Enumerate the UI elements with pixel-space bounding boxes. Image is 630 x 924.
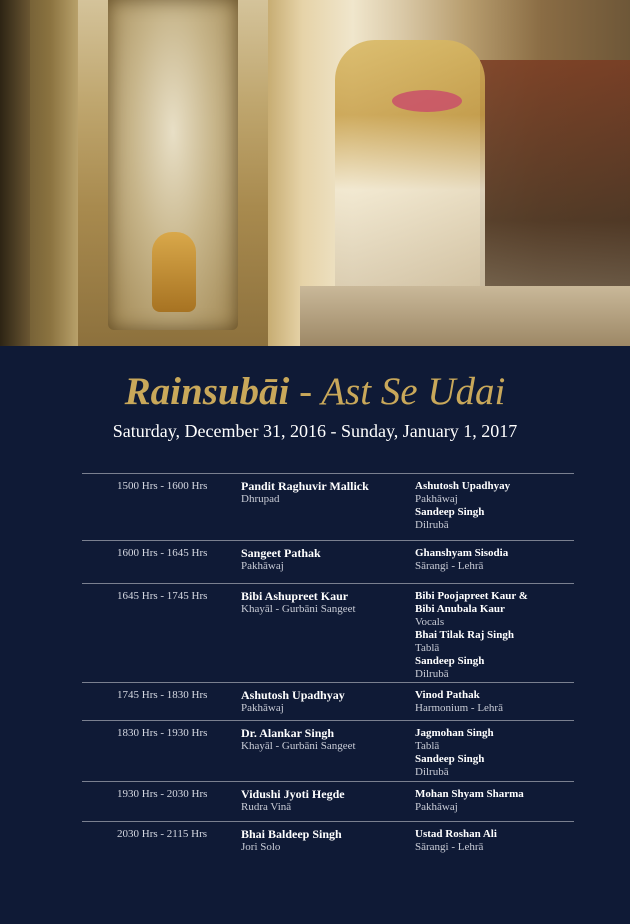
accompanist-role: Dilrubā [415,766,449,778]
accompanist-role: Dilrubā [415,519,449,531]
performer-cell [241,480,411,506]
accompanists-cell [415,590,575,681]
hero-photo [0,0,630,346]
accompanists-cell [415,689,575,715]
title-bold: Rainsubāi [124,370,290,413]
row-divider [82,540,574,541]
time-slot: 2030 Hrs - 2115 Hrs [117,828,208,840]
performance-style: Pakhāwaj [241,702,284,714]
accompanist-name: Sandeep Singh [415,753,485,765]
accompanist-name: Jagmohan Singh [415,727,494,739]
performance-style: Dhrupad [241,493,280,505]
accompanist-role: Pakhāwaj [415,493,458,505]
performance-style: Khayāl - Gurbāni Sangeet [241,740,356,752]
performance-style: Jori Solo [241,841,281,853]
time-slot: 1500 Hrs - 1600 Hrs [117,480,208,492]
row-divider [82,473,574,474]
accompanist-name: Ustad Roshan Ali [415,828,497,840]
title-block [0,370,630,442]
accompanist-role: Harmonium - Lehrā [415,702,503,714]
accompanist-name: Sandeep Singh [415,506,485,518]
performer-cell [241,590,411,616]
performer-name: Sangeet Pathak [241,546,321,560]
time-slot: 1745 Hrs - 1830 Hrs [117,689,208,701]
performer-cell [241,828,411,854]
time-slot: 1930 Hrs - 2030 Hrs [117,788,208,800]
accompanist-name: Bhai Tilak Raj Singh [415,629,514,641]
row-divider [82,682,574,683]
accompanist-role: Tablā [415,642,440,654]
accompanist-name: Mohan Shyam Sharma [415,788,524,800]
performer-name: Bibi Ashupreet Kaur [241,589,349,603]
accompanist-role: Sārangi - Lehrā [415,560,484,572]
accompanist-role: Dilrubā [415,668,449,680]
performer-cell [241,727,411,753]
performer-cell [241,689,411,715]
event-dates: Saturday, December 31, 2016 - Sunday, January 1, 2017 [112,420,518,441]
performer-name: Dr. Alankar Singh [241,726,335,740]
accompanists-cell [415,547,575,573]
accompanists-cell [415,727,575,779]
row-divider [82,583,574,584]
performer-name: Pandit Raghuvir Mallick [241,479,369,493]
accompanists-cell [415,788,575,814]
performance-style: Pakhāwaj [241,560,284,572]
accompanist-name: Vinod Pathak [415,689,480,701]
accompanists-cell [415,480,575,532]
row-divider [82,821,574,822]
accompanists-cell [415,828,575,854]
accompanist-role: Pakhāwaj [415,801,458,813]
time-slot: 1830 Hrs - 1930 Hrs [117,727,208,739]
accompanist-name: Ghanshyam Sisodia [415,547,509,559]
time-slot: 1645 Hrs - 1745 Hrs [117,590,208,602]
accompanist-name: Bibi Anubala Kaur [415,603,505,615]
accompanist-role: Sārangi - Lehrā [415,841,484,853]
accompanist-role: Tablā [415,740,440,752]
performer-name: Bhai Baldeep Singh [241,827,342,841]
accompanist-name: Bibi Poojapreet Kaur & [415,590,528,602]
accompanist-name: Sandeep Singh [415,655,485,667]
accompanist-name: Ashutosh Upadhyay [415,480,511,492]
performer-cell [241,788,411,814]
performance-style: Khayāl - Gurbāni Sangeet [241,603,356,615]
time-slot: 1600 Hrs - 1645 Hrs [117,547,208,559]
row-divider [82,781,574,782]
row-divider [82,720,574,721]
page-title [0,370,630,415]
performance-style: Rudra Vinā [241,801,292,813]
title-rest: - Ast Se Udai [289,370,506,413]
performer-name: Ashutosh Upadhyay [241,688,345,702]
performer-cell [241,547,411,573]
accompanist-role: Vocals [415,616,445,628]
performer-name: Vidushi Jyoti Hegde [241,787,345,801]
